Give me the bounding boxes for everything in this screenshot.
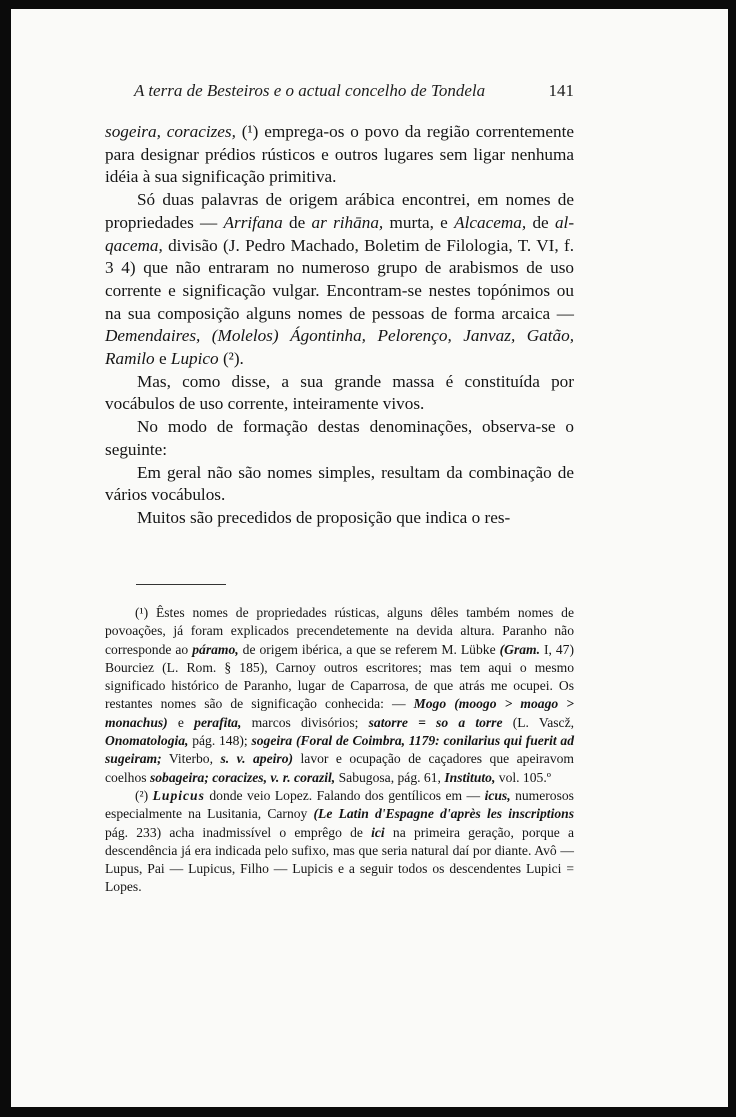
main-text <box>105 121 574 530</box>
p2-arrifana: Arrifana <box>223 212 283 232</box>
fn1-h: perafita, <box>194 714 242 730</box>
page-number: 141 <box>548 81 574 100</box>
footnotes <box>105 604 574 897</box>
fn1-q: lavor e ocupação de caçadores que apeiravom coelhos <box>105 751 574 785</box>
fn1-k: (L. Vascž, <box>512 714 574 730</box>
fn2-b: Lupicus <box>152 787 205 803</box>
running-header <box>134 81 574 101</box>
footnote-divider <box>136 584 226 585</box>
running-title: A terra de Besteiros e o actual concelho de Tondela <box>134 81 486 100</box>
fn1-c: de origem ibérica, a que se referem M. Lübke <box>242 641 496 657</box>
paragraph-2 <box>105 189 574 371</box>
p2-text-f: e <box>158 349 167 369</box>
paragraph-4: No modo de formação destas denominações, observa-se o seguinte: <box>105 417 574 459</box>
paragraph-6: Muitos são precedidos de proposição que indica o res- <box>137 507 511 527</box>
fn1-b: páramo, <box>192 641 239 657</box>
paragraph-3: Mas, como disse, a sua grande massa é constituída por vocábulos de uso corrente, inteiramente vivos. <box>105 371 574 414</box>
p2-text-a: Só duas palavras de origem arábica encontrei, em nomes de propriedades — <box>105 190 574 232</box>
fn1-l: Onomatologia, <box>105 733 189 749</box>
fn2-c: donde veio Lopez. Falando dos gentílicos em — <box>209 787 481 803</box>
fn1-s: Sabugosa, pág. 61, <box>338 769 441 785</box>
footnote-1 <box>105 604 574 787</box>
fn1-o: Viterbo, <box>168 751 213 767</box>
p2-lupico: Lupico <box>170 349 219 369</box>
fn1-g: e <box>177 714 184 730</box>
fn2-i: na primeira geração, porque a descendência já era indicada pelo sufixo, mas que seria natural daí por diante. Avô — Lupus, Pai — Lupicus, Filho — Lupicis e a seguir todos os descendentes Lupici = Lopes. <box>105 824 575 895</box>
p2-text-d: de <box>532 212 549 232</box>
fn1-a: (¹) Êstes nomes de propriedades rústicas, alguns dêles também nomes de povoações, já foram explicados precendetemente na devida altura. Paranho não corresponde ao <box>105 605 574 657</box>
fn1-n: sogeira (Foral de Coimbra, 1179: conilarius qui fuerit ad sugeiram; <box>105 733 575 767</box>
p1-italic-words: sogeira, coracizes, <box>105 122 236 141</box>
p2-text-e: divisão (J. Pedro Machado, Boletim de Filologia, T. VI, f. 3 4) que não entraram no numeroso grupo de arabismos de uso corrente e significação vulgar. Encontram-se nestes topónimos ou na sua composição alguns nomes de pessoas de forma arcaica — <box>105 235 574 323</box>
fn2-d: icus, <box>484 787 511 803</box>
paragraph-1 <box>105 121 574 189</box>
fn2-g: pág. 233) acha inadmissível o emprêgo de <box>105 824 363 840</box>
fn1-e: I, 47) Bourciez (L. Rom. § 185), Carnoy outros escritores; mas tem aqui o mesmo significado histórico de Paranho, lugar de Caparrosa, de que atrás me ocupei. Os restantes nomes são de significação conhecida: — <box>105 641 575 712</box>
fn2-a: (²) <box>135 787 149 803</box>
fn2-f: (Le Latin d'Espagne d'après les inscriptions <box>313 806 574 822</box>
p2-footnote-ref: (²). <box>222 349 244 369</box>
fn1-r: sobageira; coracizes, v. r. corazil, <box>149 769 336 785</box>
p2-text-b: de <box>289 212 306 232</box>
fn1-p: s. v. apeiro) <box>220 751 294 767</box>
fn1-j: satorre = so a torre <box>368 714 503 730</box>
fn1-f: Mogo (moogo > moago > monachus) <box>105 696 574 730</box>
paragraph-5: Em geral não são nomes simples, resultam da combinação de vários vocábulos. <box>105 462 574 505</box>
p2-text-c: murta, e <box>389 212 448 232</box>
footnote-2 <box>105 787 574 897</box>
p2-alcacema: Alcacema, <box>454 212 527 232</box>
fn2-h: ici <box>371 824 385 840</box>
fn2-e: numerosos especialmente na Lusitania, Carnoy <box>105 787 574 822</box>
fn1-t: Instituto, <box>444 769 496 785</box>
p1-text: (¹) emprega-os o povo da região correntemente para designar prédios rústicos e outros lugares sem ligar nenhuma idéia à sua significação primitiva. <box>105 122 575 187</box>
p2-names: Demendaires, (Molelos) Ágontinha, Pelorenço, Janvaz, Gatão, Ramilo <box>105 326 574 369</box>
fn1-m: pág. 148); <box>192 733 248 749</box>
p2-al-qacema: al-qacema, <box>105 212 575 255</box>
fn1-u: vol. 105.º <box>498 769 551 785</box>
p2-ar-rihana: ar rihāna, <box>311 212 384 232</box>
fn1-d: (Gram. <box>499 641 540 657</box>
fn1-i: marcos divisórios; <box>251 714 359 730</box>
